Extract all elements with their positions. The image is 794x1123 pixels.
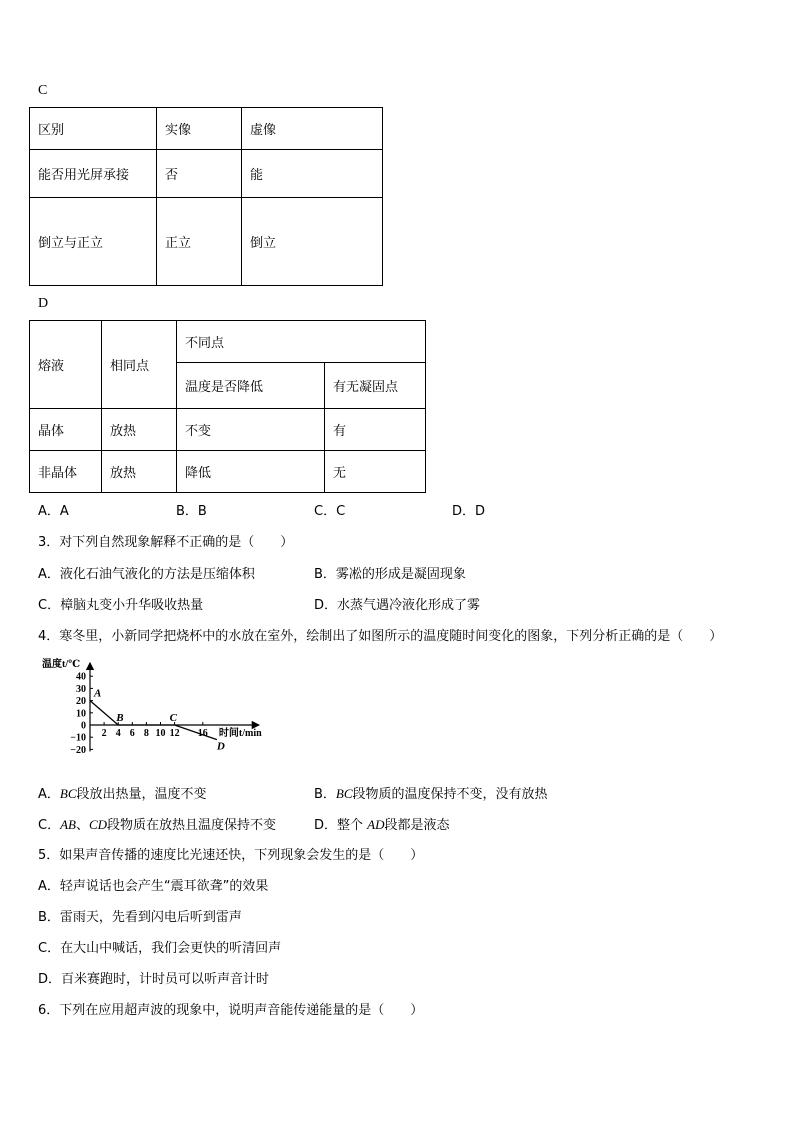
- point-label-a: A: [94, 687, 102, 700]
- x-tick-label: 4: [115, 728, 121, 739]
- q3-stem: 3．对下列自然现象解释不正确的是（ ）: [38, 535, 294, 550]
- table-header-cell: 相同点: [102, 321, 177, 409]
- table-cell: 虚像: [242, 108, 383, 150]
- option-text: 段都是液态: [384, 818, 450, 833]
- table-cell: 实像: [157, 108, 242, 150]
- q2-option-c: C．C: [314, 504, 346, 519]
- q2-option-d: D．D: [452, 504, 486, 519]
- point-label-c: C: [169, 712, 177, 724]
- table-row: [30, 150, 383, 198]
- table-cell: 有: [325, 409, 426, 451]
- q3-option-c: C．樟脑丸变小升华吸收热量: [38, 598, 204, 613]
- x-axis-label: 时间t/min: [218, 728, 262, 739]
- table-cell: 否: [157, 150, 242, 198]
- x-tick-label: 6: [129, 728, 135, 739]
- x-tick-label: 2: [101, 728, 107, 739]
- table-cell: 区别: [30, 108, 157, 150]
- table-cell: 放热: [102, 451, 177, 493]
- q5-option-a: A．轻声说话也会产生“震耳欲聋”的效果: [38, 879, 269, 894]
- y-tick-label: 30: [76, 683, 86, 695]
- option-prefix: B．: [314, 787, 336, 802]
- q3-option-a: A．液化石油气液化的方法是压缩体积: [38, 567, 255, 582]
- table-row: [30, 451, 426, 493]
- table-cell: 正立: [157, 198, 242, 286]
- table-d: [29, 320, 426, 493]
- table-cell: 不变: [177, 409, 325, 451]
- table-row: [30, 108, 383, 150]
- point-label-b: B: [116, 712, 124, 724]
- temperature-time-chart: [38, 655, 270, 767]
- q5-option-c: C．在大山中喊话，我们会更快的听清回声: [38, 941, 282, 956]
- x-tick-label: 10: [155, 728, 166, 739]
- option-text: 、: [75, 818, 89, 833]
- q4-option-b: [314, 786, 548, 803]
- segment-label: BC: [335, 786, 353, 801]
- table-header-cell: 温度是否降低: [177, 363, 325, 409]
- table-cell: 降低: [177, 451, 325, 493]
- table-cell: 能否用光屏承接: [30, 150, 157, 198]
- section-c-label: C: [38, 83, 48, 98]
- q3-option-b: B．雾凇的形成是凝固现象: [314, 567, 466, 582]
- table-cell: 倒立: [242, 198, 383, 286]
- table-cell: 非晶体: [30, 451, 102, 493]
- q4-option-a: [38, 786, 207, 803]
- q2-option-b: B．B: [176, 504, 207, 519]
- table-cell: 无: [325, 451, 426, 493]
- option-text: 段物质在放热且温度保持不变: [107, 818, 277, 833]
- segment-label: CD: [88, 817, 108, 832]
- table-cell: 倒立与正立: [30, 198, 157, 286]
- section-d-label: D: [38, 296, 49, 311]
- q4-option-d: [314, 817, 450, 834]
- q5-option-d: D．百米赛跑时，计时员可以听声音计时: [38, 972, 270, 987]
- q3-option-d: D．水蒸气遇冷液化形成了雾: [314, 598, 481, 613]
- y-tick-label: 10: [76, 708, 86, 720]
- x-tick-label: 8: [143, 728, 149, 739]
- table-header-cell: 不同点: [177, 321, 426, 363]
- option-prefix: A．: [38, 787, 60, 802]
- table-cell: 晶体: [30, 409, 102, 451]
- table-row: [30, 198, 383, 286]
- q5-stem: 5．如果声音传播的速度比光速还快，下列现象会发生的是（ ）: [38, 848, 424, 863]
- q2-option-a: A．A: [38, 504, 69, 519]
- q4-option-c: [38, 817, 276, 834]
- point-label-d: D: [216, 740, 225, 753]
- segment-label: AD: [367, 817, 385, 832]
- table-row: [30, 409, 426, 451]
- option-text: 段物质的温度保持不变，没有放热: [352, 787, 548, 802]
- table-header-cell: 有无凝固点: [325, 363, 426, 409]
- x-tick-label: 12: [169, 728, 180, 739]
- table-header-cell: 熔液: [30, 321, 102, 409]
- table-c: [29, 107, 383, 286]
- q4-stem: 4．寒冬里，小新同学把烧杯中的水放在室外，绘制出了如图所示的温度随时间变化的图象，下列分析正确的是（ ）: [38, 629, 723, 644]
- option-prefix: C．: [38, 818, 61, 833]
- table-cell: 能: [242, 150, 383, 198]
- table-row: [30, 321, 426, 363]
- y-tick-label: 0: [81, 720, 86, 732]
- y-tick-label: 20: [76, 696, 86, 708]
- segment-label: AB: [60, 817, 76, 832]
- q6-stem: 6．下列在应用超声波的现象中，说明声音能传递能量的是（ ）: [38, 1003, 424, 1018]
- y-tick-label: −20: [70, 744, 86, 756]
- option-prefix: D．整个: [314, 818, 368, 833]
- q5-option-b: B．雷雨天，先看到闪电后听到雷声: [38, 910, 242, 925]
- segment-label: BC: [59, 786, 77, 801]
- y-tick-label: −10: [70, 732, 86, 744]
- option-text: 段放出热量，温度不变: [76, 787, 207, 802]
- y-tick-label: 40: [76, 671, 86, 683]
- y-axis-label: 温度t/℃: [42, 659, 81, 670]
- x-tick-label: 16: [197, 728, 208, 739]
- table-cell: 放热: [102, 409, 177, 451]
